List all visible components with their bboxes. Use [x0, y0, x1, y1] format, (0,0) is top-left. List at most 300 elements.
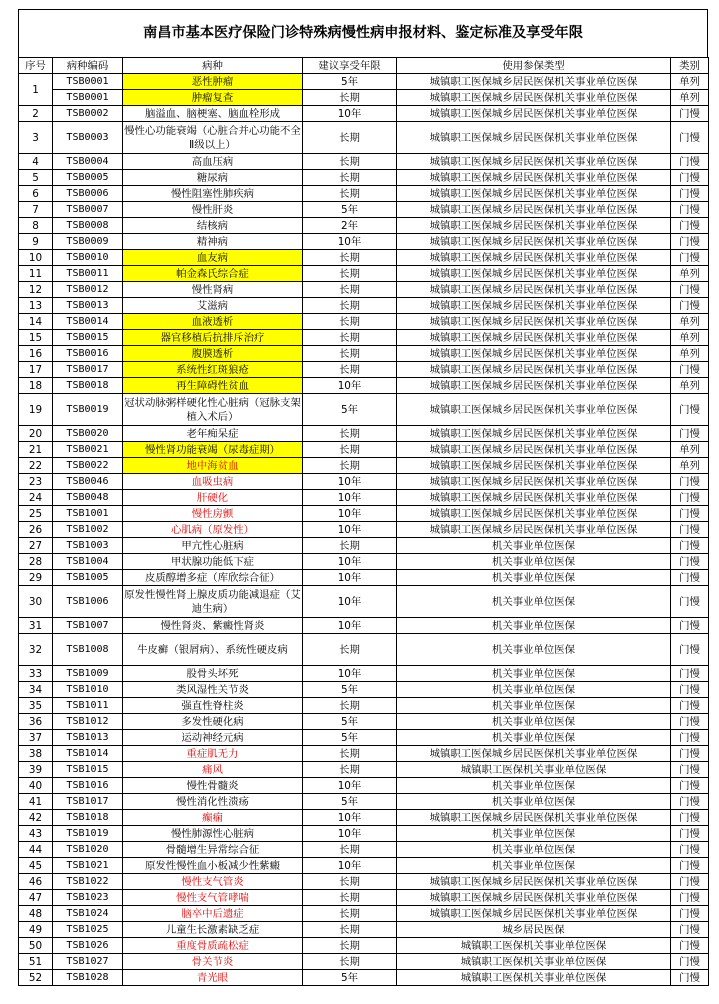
- cell-category[interactable]: 单列: [671, 74, 709, 90]
- cell-years[interactable]: 长期: [303, 362, 397, 378]
- cell-no[interactable]: 48: [19, 906, 53, 922]
- cell-code[interactable]: TSB0011: [53, 266, 123, 282]
- cell-years[interactable]: 长期: [303, 890, 397, 906]
- cell-type[interactable]: 机关事业单位医保: [397, 570, 671, 586]
- cell-category[interactable]: 门慢: [671, 106, 709, 122]
- cell-no[interactable]: 50: [19, 938, 53, 954]
- cell-code[interactable]: TSB0020: [53, 426, 123, 442]
- cell-category[interactable]: 门慢: [671, 122, 709, 154]
- cell-disease[interactable]: 慢性肾炎、紫癜性肾炎: [123, 618, 303, 634]
- cell-disease[interactable]: 高血压病: [123, 154, 303, 170]
- cell-type[interactable]: 城镇职工医保城乡居民医保机关事业单位医保: [397, 362, 671, 378]
- cell-disease[interactable]: 帕金森氏综合症: [123, 266, 303, 282]
- cell-disease[interactable]: 慢性骨髓炎: [123, 778, 303, 794]
- cell-disease[interactable]: 重度骨质疏松症: [123, 938, 303, 954]
- cell-years[interactable]: 长期: [303, 746, 397, 762]
- cell-disease[interactable]: 肿瘤复查: [123, 90, 303, 106]
- cell-disease[interactable]: 多发性硬化病: [123, 714, 303, 730]
- cell-disease[interactable]: 老年痴呆症: [123, 426, 303, 442]
- cell-category[interactable]: 门慢: [671, 586, 709, 618]
- cell-category[interactable]: 门慢: [671, 666, 709, 682]
- cell-category[interactable]: 门慢: [671, 826, 709, 842]
- cell-category[interactable]: 门慢: [671, 234, 709, 250]
- cell-years[interactable]: 10年: [303, 666, 397, 682]
- cell-no[interactable]: 1: [19, 74, 53, 106]
- cell-type[interactable]: 城镇职工医保城乡居民医保机关事业单位医保: [397, 106, 671, 122]
- cell-code[interactable]: TSB0012: [53, 282, 123, 298]
- cell-category[interactable]: 门慢: [671, 842, 709, 858]
- cell-no[interactable]: 44: [19, 842, 53, 858]
- cell-disease[interactable]: 精神病: [123, 234, 303, 250]
- cell-category[interactable]: 门慢: [671, 506, 709, 522]
- cell-disease[interactable]: 骨关节炎: [123, 954, 303, 970]
- cell-disease[interactable]: 慢性阻塞性肺疾病: [123, 186, 303, 202]
- cell-years[interactable]: 5年: [303, 730, 397, 746]
- cell-type[interactable]: 城镇职工医保城乡居民医保机关事业单位医保: [397, 330, 671, 346]
- cell-code[interactable]: TSB1019: [53, 826, 123, 842]
- cell-years[interactable]: 10年: [303, 618, 397, 634]
- cell-no[interactable]: 13: [19, 298, 53, 314]
- cell-code[interactable]: TSB1003: [53, 538, 123, 554]
- cell-code[interactable]: TSB1004: [53, 554, 123, 570]
- cell-type[interactable]: 城镇职工医保城乡居民医保机关事业单位医保: [397, 746, 671, 762]
- cell-code[interactable]: TSB1021: [53, 858, 123, 874]
- cell-code[interactable]: TSB0015: [53, 330, 123, 346]
- cell-type[interactable]: 城镇职工医保城乡居民医保机关事业单位医保: [397, 458, 671, 474]
- cell-no[interactable]: 3: [19, 122, 53, 154]
- cell-no[interactable]: 14: [19, 314, 53, 330]
- cell-disease[interactable]: 糖尿病: [123, 170, 303, 186]
- cell-disease[interactable]: 股骨头坏死: [123, 666, 303, 682]
- cell-years[interactable]: 10年: [303, 522, 397, 538]
- cell-no[interactable]: 20: [19, 426, 53, 442]
- cell-years[interactable]: 长期: [303, 330, 397, 346]
- cell-code[interactable]: TSB1008: [53, 634, 123, 666]
- cell-no[interactable]: 21: [19, 442, 53, 458]
- cell-category[interactable]: 门慢: [671, 186, 709, 202]
- cell-code[interactable]: TSB0017: [53, 362, 123, 378]
- cell-disease[interactable]: 慢性肾功能衰竭（尿毒症期）: [123, 442, 303, 458]
- cell-code[interactable]: TSB0046: [53, 474, 123, 490]
- cell-code[interactable]: TSB1002: [53, 522, 123, 538]
- cell-disease[interactable]: 系统性红斑狼疮: [123, 362, 303, 378]
- cell-code[interactable]: TSB0016: [53, 346, 123, 362]
- header-cell-no[interactable]: 序号: [19, 58, 53, 74]
- cell-years[interactable]: 5年: [303, 394, 397, 426]
- cell-category[interactable]: 门慢: [671, 794, 709, 810]
- cell-type[interactable]: 机关事业单位医保: [397, 618, 671, 634]
- cell-type[interactable]: 机关事业单位医保: [397, 794, 671, 810]
- cell-code[interactable]: TSB0007: [53, 202, 123, 218]
- cell-category[interactable]: 门慢: [671, 490, 709, 506]
- cell-disease[interactable]: 血友病: [123, 250, 303, 266]
- cell-no[interactable]: 8: [19, 218, 53, 234]
- cell-category[interactable]: 门慢: [671, 762, 709, 778]
- cell-type[interactable]: 城镇职工医保城乡居民医保机关事业单位医保: [397, 378, 671, 394]
- cell-years[interactable]: 长期: [303, 346, 397, 362]
- cell-type[interactable]: 城镇职工医保城乡居民医保机关事业单位医保: [397, 266, 671, 282]
- cell-no[interactable]: 51: [19, 954, 53, 970]
- cell-years[interactable]: 10年: [303, 826, 397, 842]
- cell-type[interactable]: 机关事业单位医保: [397, 554, 671, 570]
- cell-type[interactable]: 城镇职工医保城乡居民医保机关事业单位医保: [397, 442, 671, 458]
- cell-no[interactable]: 26: [19, 522, 53, 538]
- cell-type[interactable]: 城镇职工医保城乡居民医保机关事业单位医保: [397, 890, 671, 906]
- cell-years[interactable]: 10年: [303, 858, 397, 874]
- cell-type[interactable]: 城镇职工医保城乡居民医保机关事业单位医保: [397, 874, 671, 890]
- cell-disease[interactable]: 结核病: [123, 218, 303, 234]
- cell-no[interactable]: 38: [19, 746, 53, 762]
- cell-category[interactable]: 门慢: [671, 474, 709, 490]
- cell-type[interactable]: 城乡居民医保: [397, 922, 671, 938]
- cell-no[interactable]: 46: [19, 874, 53, 890]
- cell-code[interactable]: TSB0001: [53, 74, 123, 90]
- cell-no[interactable]: 5: [19, 170, 53, 186]
- cell-type[interactable]: 城镇职工医保机关事业单位医保: [397, 954, 671, 970]
- cell-no[interactable]: 16: [19, 346, 53, 362]
- cell-type[interactable]: 机关事业单位医保: [397, 586, 671, 618]
- cell-no[interactable]: 28: [19, 554, 53, 570]
- cell-disease[interactable]: 骨髓增生异常综合征: [123, 842, 303, 858]
- cell-category[interactable]: 门慢: [671, 778, 709, 794]
- cell-years[interactable]: 2年: [303, 218, 397, 234]
- cell-no[interactable]: 10: [19, 250, 53, 266]
- cell-no[interactable]: 32: [19, 634, 53, 666]
- cell-years[interactable]: 长期: [303, 906, 397, 922]
- cell-category[interactable]: 单列: [671, 90, 709, 106]
- cell-category[interactable]: 单列: [671, 458, 709, 474]
- cell-no[interactable]: 43: [19, 826, 53, 842]
- cell-disease[interactable]: 儿童生长激素缺乏症: [123, 922, 303, 938]
- cell-no[interactable]: 19: [19, 394, 53, 426]
- cell-disease[interactable]: 癫痫: [123, 810, 303, 826]
- cell-code[interactable]: TSB1012: [53, 714, 123, 730]
- cell-code[interactable]: TSB1005: [53, 570, 123, 586]
- cell-disease[interactable]: 重症肌无力: [123, 746, 303, 762]
- cell-no[interactable]: 25: [19, 506, 53, 522]
- cell-code[interactable]: TSB0048: [53, 490, 123, 506]
- cell-category[interactable]: 门慢: [671, 634, 709, 666]
- cell-no[interactable]: 30: [19, 586, 53, 618]
- cell-category[interactable]: 单列: [671, 378, 709, 394]
- cell-no[interactable]: 36: [19, 714, 53, 730]
- cell-disease[interactable]: 恶性肿瘤: [123, 74, 303, 90]
- cell-disease[interactable]: 原发性慢性肾上腺皮质功能减退症（艾迪生病）: [123, 586, 303, 618]
- cell-type[interactable]: 机关事业单位医保: [397, 666, 671, 682]
- cell-no[interactable]: 34: [19, 682, 53, 698]
- cell-no[interactable]: 42: [19, 810, 53, 826]
- cell-years[interactable]: 长期: [303, 922, 397, 938]
- cell-disease[interactable]: 牛皮癣（银屑病）、系统性硬皮病: [123, 634, 303, 666]
- cell-disease[interactable]: 慢性支气管哮喘: [123, 890, 303, 906]
- cell-years[interactable]: 长期: [303, 170, 397, 186]
- cell-category[interactable]: 门慢: [671, 682, 709, 698]
- cell-type[interactable]: 城镇职工医保城乡居民医保机关事业单位医保: [397, 522, 671, 538]
- cell-category[interactable]: 单列: [671, 442, 709, 458]
- cell-code[interactable]: TSB1022: [53, 874, 123, 890]
- cell-years[interactable]: 长期: [303, 122, 397, 154]
- cell-type[interactable]: 城镇职工医保城乡居民医保机关事业单位医保: [397, 122, 671, 154]
- cell-category[interactable]: 门慢: [671, 810, 709, 826]
- cell-disease[interactable]: 慢性消化性溃疡: [123, 794, 303, 810]
- cell-code[interactable]: TSB1009: [53, 666, 123, 682]
- cell-years[interactable]: 长期: [303, 954, 397, 970]
- cell-type[interactable]: 城镇职工医保城乡居民医保机关事业单位医保: [397, 810, 671, 826]
- cell-no[interactable]: 4: [19, 154, 53, 170]
- cell-type[interactable]: 机关事业单位医保: [397, 858, 671, 874]
- cell-no[interactable]: 45: [19, 858, 53, 874]
- cell-code[interactable]: TSB0021: [53, 442, 123, 458]
- cell-years[interactable]: 长期: [303, 762, 397, 778]
- cell-disease[interactable]: 运动神经元病: [123, 730, 303, 746]
- cell-category[interactable]: 门慢: [671, 538, 709, 554]
- cell-disease[interactable]: 器官移植后抗排斥治疗: [123, 330, 303, 346]
- cell-disease[interactable]: 慢性房颤: [123, 506, 303, 522]
- cell-years[interactable]: 长期: [303, 698, 397, 714]
- cell-category[interactable]: 门慢: [671, 746, 709, 762]
- cell-code[interactable]: TSB0019: [53, 394, 123, 426]
- cell-years[interactable]: 长期: [303, 154, 397, 170]
- cell-category[interactable]: 门慢: [671, 394, 709, 426]
- cell-category[interactable]: 门慢: [671, 938, 709, 954]
- cell-code[interactable]: TSB1023: [53, 890, 123, 906]
- cell-code[interactable]: TSB1014: [53, 746, 123, 762]
- cell-type[interactable]: 城镇职工医保城乡居民医保机关事业单位医保: [397, 74, 671, 90]
- cell-code[interactable]: TSB1010: [53, 682, 123, 698]
- cell-disease[interactable]: 艾滋病: [123, 298, 303, 314]
- cell-disease[interactable]: 青光眼: [123, 970, 303, 986]
- cell-years[interactable]: 长期: [303, 634, 397, 666]
- cell-no[interactable]: 37: [19, 730, 53, 746]
- cell-years[interactable]: 5年: [303, 970, 397, 986]
- cell-no[interactable]: 17: [19, 362, 53, 378]
- cell-code[interactable]: TSB1017: [53, 794, 123, 810]
- cell-type[interactable]: 城镇职工医保机关事业单位医保: [397, 762, 671, 778]
- header-cell-type[interactable]: 使用参保类型: [397, 58, 671, 74]
- cell-type[interactable]: 城镇职工医保城乡居民医保机关事业单位医保: [397, 906, 671, 922]
- cell-disease[interactable]: 血吸虫病: [123, 474, 303, 490]
- cell-category[interactable]: 门慢: [671, 714, 709, 730]
- cell-years[interactable]: 长期: [303, 442, 397, 458]
- cell-type[interactable]: 城镇职工医保城乡居民医保机关事业单位医保: [397, 218, 671, 234]
- cell-disease[interactable]: 冠状动脉粥样硬化性心脏病（冠脉支架植入术后）: [123, 394, 303, 426]
- cell-type[interactable]: 城镇职工医保城乡居民医保机关事业单位医保: [397, 170, 671, 186]
- cell-type[interactable]: 机关事业单位医保: [397, 826, 671, 842]
- cell-no[interactable]: 15: [19, 330, 53, 346]
- cell-disease[interactable]: 慢性肾病: [123, 282, 303, 298]
- cell-category[interactable]: 门慢: [671, 282, 709, 298]
- cell-code[interactable]: TSB1015: [53, 762, 123, 778]
- cell-category[interactable]: 门慢: [671, 202, 709, 218]
- cell-type[interactable]: 城镇职工医保城乡居民医保机关事业单位医保: [397, 234, 671, 250]
- cell-type[interactable]: 城镇职工医保城乡居民医保机关事业单位医保: [397, 186, 671, 202]
- cell-no[interactable]: 49: [19, 922, 53, 938]
- cell-disease[interactable]: 脑卒中后遗症: [123, 906, 303, 922]
- cell-category[interactable]: 门慢: [671, 218, 709, 234]
- cell-code[interactable]: TSB1026: [53, 938, 123, 954]
- cell-disease[interactable]: 慢性心功能衰竭（心脏合并心功能不全Ⅱ级以上）: [123, 122, 303, 154]
- header-cell-disease[interactable]: 病种: [123, 58, 303, 74]
- cell-disease[interactable]: 慢性肝炎: [123, 202, 303, 218]
- cell-years[interactable]: 10年: [303, 586, 397, 618]
- cell-years[interactable]: 长期: [303, 538, 397, 554]
- cell-category[interactable]: 单列: [671, 346, 709, 362]
- cell-type[interactable]: 机关事业单位医保: [397, 842, 671, 858]
- cell-category[interactable]: 门慢: [671, 426, 709, 442]
- cell-category[interactable]: 门慢: [671, 298, 709, 314]
- cell-years[interactable]: 5年: [303, 682, 397, 698]
- cell-type[interactable]: 机关事业单位医保: [397, 538, 671, 554]
- cell-years[interactable]: 10年: [303, 810, 397, 826]
- cell-no[interactable]: 40: [19, 778, 53, 794]
- cell-type[interactable]: 城镇职工医保城乡居民医保机关事业单位医保: [397, 250, 671, 266]
- cell-years[interactable]: 长期: [303, 282, 397, 298]
- cell-code[interactable]: TSB0002: [53, 106, 123, 122]
- cell-years[interactable]: 5年: [303, 202, 397, 218]
- cell-code[interactable]: TSB0003: [53, 122, 123, 154]
- cell-category[interactable]: 门慢: [671, 154, 709, 170]
- cell-code[interactable]: TSB1024: [53, 906, 123, 922]
- cell-no[interactable]: 27: [19, 538, 53, 554]
- cell-no[interactable]: 52: [19, 970, 53, 986]
- cell-type[interactable]: 城镇职工医保城乡居民医保机关事业单位医保: [397, 490, 671, 506]
- cell-type[interactable]: 城镇职工医保城乡居民医保机关事业单位医保: [397, 314, 671, 330]
- cell-code[interactable]: TSB1028: [53, 970, 123, 986]
- cell-type[interactable]: 机关事业单位医保: [397, 778, 671, 794]
- cell-no[interactable]: 9: [19, 234, 53, 250]
- cell-disease[interactable]: 皮质醇增多症（库欣综合征）: [123, 570, 303, 586]
- cell-category[interactable]: 门慢: [671, 362, 709, 378]
- cell-years[interactable]: 10年: [303, 490, 397, 506]
- cell-type[interactable]: 城镇职工医保城乡居民医保机关事业单位医保: [397, 506, 671, 522]
- cell-code[interactable]: TSB0010: [53, 250, 123, 266]
- cell-years[interactable]: 长期: [303, 250, 397, 266]
- cell-disease[interactable]: 甲亢性心脏病: [123, 538, 303, 554]
- cell-category[interactable]: 门慢: [671, 730, 709, 746]
- cell-no[interactable]: 24: [19, 490, 53, 506]
- cell-years[interactable]: 长期: [303, 842, 397, 858]
- cell-years[interactable]: 10年: [303, 474, 397, 490]
- cell-years[interactable]: 10年: [303, 234, 397, 250]
- cell-no[interactable]: 6: [19, 186, 53, 202]
- cell-disease[interactable]: 心肌病（原发性）: [123, 522, 303, 538]
- cell-category[interactable]: 门慢: [671, 170, 709, 186]
- cell-years[interactable]: 长期: [303, 186, 397, 202]
- cell-no[interactable]: 29: [19, 570, 53, 586]
- cell-code[interactable]: TSB0014: [53, 314, 123, 330]
- cell-type[interactable]: 城镇职工医保城乡居民医保机关事业单位医保: [397, 394, 671, 426]
- cell-code[interactable]: TSB1001: [53, 506, 123, 522]
- header-cell-code[interactable]: 病种编码: [53, 58, 123, 74]
- cell-code[interactable]: TSB0018: [53, 378, 123, 394]
- cell-disease[interactable]: 地中海贫血: [123, 458, 303, 474]
- cell-category[interactable]: 门慢: [671, 970, 709, 986]
- cell-code[interactable]: TSB1013: [53, 730, 123, 746]
- cell-no[interactable]: 35: [19, 698, 53, 714]
- cell-type[interactable]: 城镇职工医保城乡居民医保机关事业单位医保: [397, 474, 671, 490]
- cell-disease[interactable]: 类风湿性关节炎: [123, 682, 303, 698]
- cell-no[interactable]: 33: [19, 666, 53, 682]
- header-cell-category[interactable]: 类别: [671, 58, 709, 74]
- cell-category[interactable]: 门慢: [671, 906, 709, 922]
- cell-type[interactable]: 机关事业单位医保: [397, 634, 671, 666]
- cell-category[interactable]: 门慢: [671, 858, 709, 874]
- cell-disease[interactable]: 血液透析: [123, 314, 303, 330]
- cell-no[interactable]: 47: [19, 890, 53, 906]
- cell-code[interactable]: TSB0006: [53, 186, 123, 202]
- cell-no[interactable]: 11: [19, 266, 53, 282]
- cell-years[interactable]: 10年: [303, 778, 397, 794]
- cell-no[interactable]: 41: [19, 794, 53, 810]
- cell-years[interactable]: 10年: [303, 106, 397, 122]
- cell-years[interactable]: 长期: [303, 874, 397, 890]
- cell-type[interactable]: 城镇职工医保机关事业单位医保: [397, 938, 671, 954]
- cell-type[interactable]: 机关事业单位医保: [397, 714, 671, 730]
- cell-type[interactable]: 城镇职工医保城乡居民医保机关事业单位医保: [397, 298, 671, 314]
- cell-disease[interactable]: 甲状腺功能低下症: [123, 554, 303, 570]
- cell-type[interactable]: 城镇职工医保城乡居民医保机关事业单位医保: [397, 202, 671, 218]
- cell-disease[interactable]: 强直性脊柱炎: [123, 698, 303, 714]
- header-cell-years[interactable]: 建议享受年限: [303, 58, 397, 74]
- cell-years[interactable]: 10年: [303, 554, 397, 570]
- cell-no[interactable]: 18: [19, 378, 53, 394]
- cell-code[interactable]: TSB1006: [53, 586, 123, 618]
- cell-no[interactable]: 39: [19, 762, 53, 778]
- cell-category[interactable]: 门慢: [671, 554, 709, 570]
- cell-no[interactable]: 12: [19, 282, 53, 298]
- cell-category[interactable]: 单列: [671, 314, 709, 330]
- cell-disease[interactable]: 原发性慢性血小板减少性紫癜: [123, 858, 303, 874]
- cell-code[interactable]: TSB0008: [53, 218, 123, 234]
- cell-code[interactable]: TSB1018: [53, 810, 123, 826]
- cell-no[interactable]: 31: [19, 618, 53, 634]
- cell-disease[interactable]: 慢性肺源性心脏病: [123, 826, 303, 842]
- cell-category[interactable]: 门慢: [671, 874, 709, 890]
- cell-category[interactable]: 门慢: [671, 570, 709, 586]
- cell-code[interactable]: TSB0013: [53, 298, 123, 314]
- cell-category[interactable]: 门慢: [671, 890, 709, 906]
- cell-type[interactable]: 城镇职工医保城乡居民医保机关事业单位医保: [397, 346, 671, 362]
- cell-category[interactable]: 门慢: [671, 922, 709, 938]
- cell-category[interactable]: 单列: [671, 266, 709, 282]
- cell-years[interactable]: 5年: [303, 794, 397, 810]
- cell-type[interactable]: 机关事业单位医保: [397, 682, 671, 698]
- cell-years[interactable]: 长期: [303, 426, 397, 442]
- cell-type[interactable]: 城镇职工医保城乡居民医保机关事业单位医保: [397, 426, 671, 442]
- cell-code[interactable]: TSB0005: [53, 170, 123, 186]
- cell-type[interactable]: 机关事业单位医保: [397, 698, 671, 714]
- cell-disease[interactable]: 慢性支气管炎: [123, 874, 303, 890]
- cell-code[interactable]: TSB1025: [53, 922, 123, 938]
- cell-disease[interactable]: 腹膜透析: [123, 346, 303, 362]
- cell-years[interactable]: 长期: [303, 458, 397, 474]
- cell-code[interactable]: TSB1007: [53, 618, 123, 634]
- cell-category[interactable]: 门慢: [671, 954, 709, 970]
- cell-type[interactable]: 城镇职工医保城乡居民医保机关事业单位医保: [397, 154, 671, 170]
- cell-disease[interactable]: 再生障碍性贫血: [123, 378, 303, 394]
- cell-years[interactable]: 长期: [303, 266, 397, 282]
- cell-category[interactable]: 单列: [671, 330, 709, 346]
- cell-code[interactable]: TSB1011: [53, 698, 123, 714]
- cell-code[interactable]: TSB0009: [53, 234, 123, 250]
- cell-type[interactable]: 机关事业单位医保: [397, 730, 671, 746]
- cell-years[interactable]: 10年: [303, 570, 397, 586]
- cell-type[interactable]: 城镇职工医保城乡居民医保机关事业单位医保: [397, 282, 671, 298]
- cell-years[interactable]: 长期: [303, 938, 397, 954]
- cell-no[interactable]: 22: [19, 458, 53, 474]
- cell-code[interactable]: TSB0022: [53, 458, 123, 474]
- cell-code[interactable]: TSB0004: [53, 154, 123, 170]
